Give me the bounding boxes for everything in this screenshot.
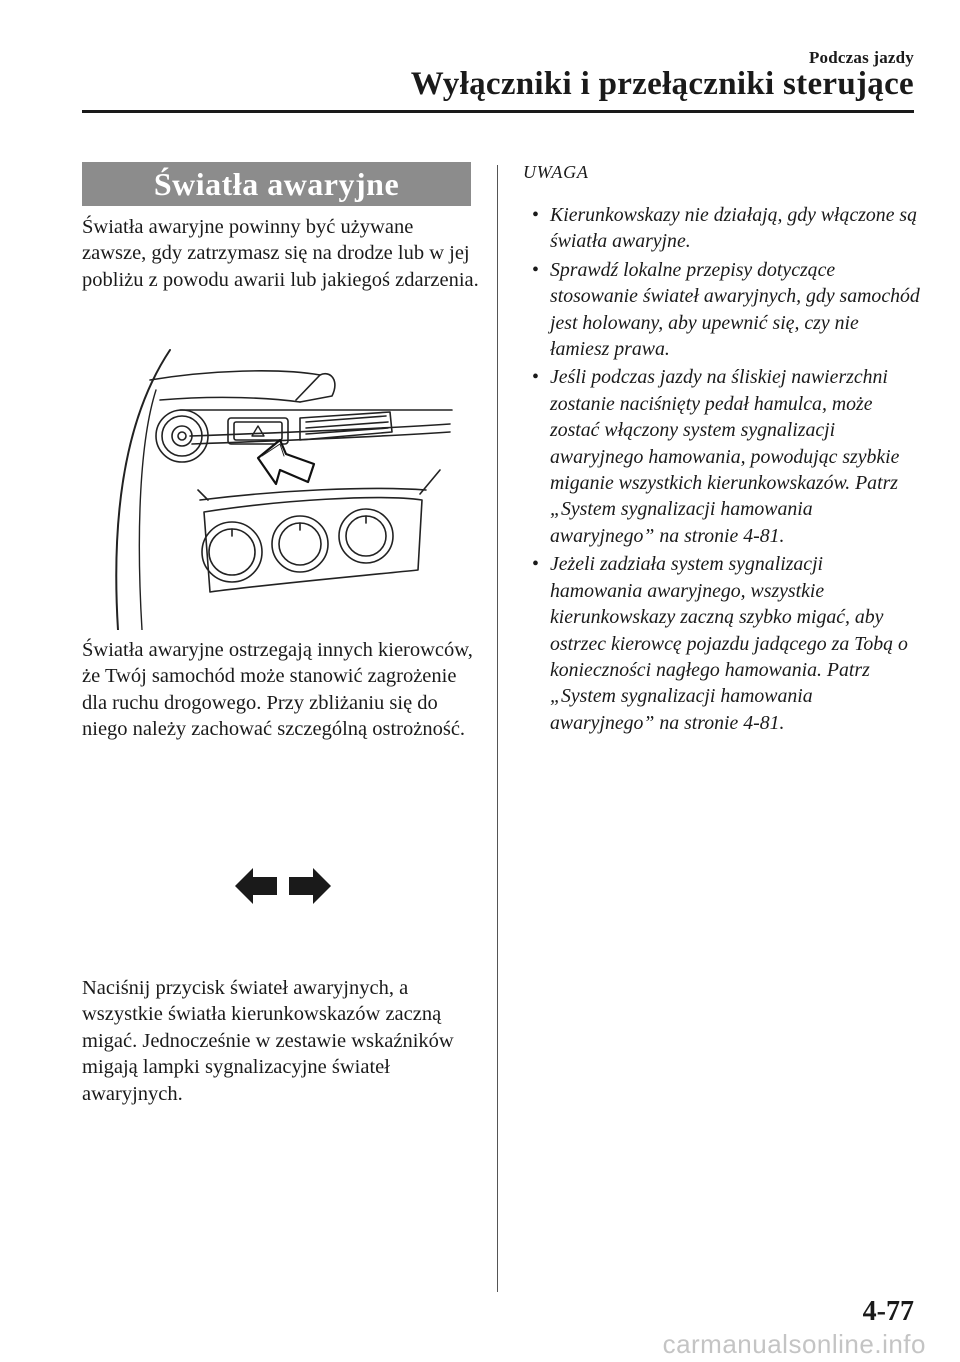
section-title: Światła awaryjne <box>82 162 471 206</box>
note-item-text: Jeżeli zadziała system sygnalizacji hamowania awaryjnego, wszystkie kierunkowskazy zaczną szybko migać, aby ostrzec kierowcę pojazdu jadącego za Tobą o konieczności nagłego hamowania. Patrz „System sygnalizacji hamowania awaryjnego” na stronie 4-81. <box>550 553 908 734</box>
header-title: Wyłączniki i przełączniki sterujące <box>410 66 914 102</box>
page-number: 4-77 <box>862 1296 914 1327</box>
paragraph-instruction: Naciśnij przycisk świateł awaryjnych, a wszystkie światła kierunkowskazów zaczną migać. Jednocześnie w zestawie wskaźników migają lampki sygnalizacyjne świateł awaryjnych. <box>82 977 454 1105</box>
hazard-switch-dashboard-illustration <box>100 340 472 630</box>
header-rule <box>82 110 914 113</box>
bullet-symbol: • <box>532 204 539 226</box>
paragraph-intro: Światła awaryjne powinny być używane zawsze, gdy zatrzymasz się na drodze lub w jej pobliżu z powodu awarii lub jakiegoś zdarzenia. <box>82 216 479 291</box>
note-item <box>530 202 920 255</box>
paragraph-warning: Światła awaryjne ostrzegają innych kierowców, że Twój samochód może stanowić zagrożenie dla ruchu drogowego. Przy zbliżaniu się do niego należy zachować szczególną ostrożność. <box>82 639 473 741</box>
note-item-text: Kierunkowskazy nie działają, gdy włączone są światła awaryjne. <box>550 204 918 253</box>
turn-signal-right-arrow-icon <box>289 868 331 904</box>
bullet-symbol: • <box>532 553 539 576</box>
note-item <box>530 551 920 736</box>
note-item-text: Jeśli podczas jazdy na śliskiej nawierzchni zostanie naciśnięty pedał hamulca, może zostać włączony system sygnalizacji awaryjnego hamowania, powodując szybkie miganie wszystkich kierunkowskazów. Patrz „System sygnalizacji hamowania awaryjnego” na stronie 4-81. <box>550 366 900 547</box>
note-title: UWAGA <box>523 162 589 182</box>
turn-signal-left-arrow-icon <box>235 868 277 904</box>
bullet-symbol: • <box>532 258 539 281</box>
column-divider <box>497 165 498 1292</box>
note-list <box>530 202 920 738</box>
turn-signal-arrows-icon <box>235 866 331 906</box>
header-chapter: Podczas jazdy <box>808 48 914 67</box>
note-item-text: Sprawdź lokalne przepisy dotyczące stosowanie świateł awaryjnych, gdy samochód jest holowany, aby upewnić się, czy nie łamiesz prawa. <box>550 258 920 361</box>
note-item <box>530 257 920 363</box>
bullet-symbol: • <box>532 366 539 389</box>
note-item <box>530 364 920 549</box>
watermark: carmanualsonline.info <box>662 1329 926 1359</box>
